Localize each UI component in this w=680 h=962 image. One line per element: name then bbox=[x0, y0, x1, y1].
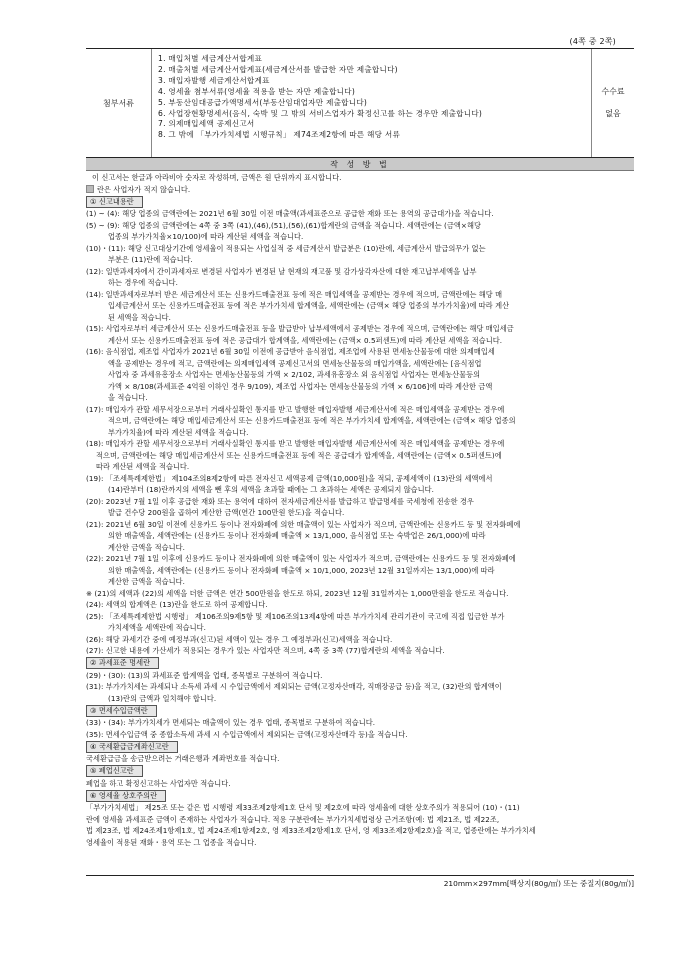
method-line: 의한 매출액을, 세액란에는 (신용카드 등이나 전자화폐 매출액 × 13/1,000, 음식점업 또는 숙박업은 26/1,000)에 따라 bbox=[108, 531, 486, 540]
method-line: 법 제23조, 법 제24조제1항제1호, 법 제24조제1항제2호, 영 제33조제2항제1호 단서, 영 제33조제2항제2호)을 적고, 업종란에는 부가가치세 bbox=[86, 826, 536, 835]
attachment-item: 3. 매입자발행 세금계산서합계표 bbox=[158, 75, 270, 85]
method-line: 액을 공제받는 경우에 적고, 금액란에는 의제매입세액 공제신고서의 면세농산물등의 매입가액을, 세액란에는 [음식점업 bbox=[108, 358, 482, 368]
method-line: 사업자 중 과세유흥장소 사업자는 면세농산물등의 가액 × 2/102, 과세유흥장소 외 음식점업 사업자는 면세농산물등의 bbox=[108, 370, 481, 379]
method-line: 폐업을 하고 확정신고하는 사업자만 적습니다. bbox=[86, 778, 231, 788]
section-label: ⑤ 폐업신고란 bbox=[86, 765, 143, 777]
attachments-header: 첨부서류 bbox=[86, 49, 152, 157]
shaded-box-icon bbox=[86, 185, 94, 193]
method-line: 계산서 또는 신용카드매출전표 등에 적은 공급대가 합계액을, 세액란에는 (금액× 0.5퍼센트)에 따라 계산된 세액을 적습니다. bbox=[108, 335, 503, 345]
fee-cell bbox=[592, 49, 634, 157]
method-line: 적으며, 금액란에는 해당 매입세금계산서 또는 신용카드매출전표 등에 적은 공급대가 합계액을, 세액란에는 (금액× 0.5퍼센트)에 bbox=[96, 450, 502, 460]
method-line: (14): 일반과세자로부터 받은 세금계산서 또는 신용카드매출전표 등에 적은 매입세액을 공제받는 경우에 적으며, 금액란에는 해당 매 bbox=[86, 289, 503, 299]
method-line: (12): 일반과세자에서 간이과세자로 변경된 사업자가 변경된 날 현재의 재고품 및 감가상각자산에 대한 재고납부세액을 납부 bbox=[86, 266, 477, 276]
method-line: 「부가가치세법」 제25조 또는 같은 법 시행령 제33조제2항제1호 단서 및 제2호에 따라 영세율에 대한 상호주의가 적용되어 (10)・(11) bbox=[86, 803, 520, 812]
fee-value: 없음 bbox=[605, 109, 621, 118]
attachment-item: 2. 매출처별 세금계산서합계표(세금계산서를 발급한 자만 제출합니다) bbox=[158, 64, 398, 74]
method-line: (17): 매입자가 관할 세무서장으로부터 거래사실확인 통지를 받고 발행한 매입자발행 세금계산서에 적은 매입세액을 공제받는 경우에 bbox=[86, 404, 505, 414]
method-line: (5) ~ (9): 해당 업종의 금액란에는 4쪽 중 3쪽 (41),(46),(51),(56),(61)합계란의 금액을 적습니다. 세액란에는 (금액×해당 bbox=[86, 220, 481, 230]
method-line: 하는 경우에 적습니다. bbox=[108, 278, 178, 287]
method-line: (16): 음식점업, 제조업 사업자가 2021년 6월 30일 이전에 공급받아 음식점업, 제조업에 사용된 면세농산물등에 대한 의제매입세 bbox=[86, 347, 495, 356]
method-line: (13)란의 금액과 일치해야 합니다. bbox=[108, 693, 217, 703]
method-line: 부가가치율)에 따라 계산된 세액을 적습니다. bbox=[108, 427, 249, 437]
fee-label: 수수료 bbox=[601, 87, 625, 96]
method-line: 이 신고서는 한글과 아라비아 숫자로 작성하며, 금액은 원 단위까지 표시합니다. bbox=[92, 173, 342, 182]
method-line: (1) ~ (4): 해당 업종의 금액란에는 2021년 6월 30일 이전 매출액(과세표준으로 공급한 재화 또는 용역의 공급대가)을 적습니다. bbox=[86, 209, 494, 218]
method-line bbox=[86, 184, 634, 196]
method-text: 란은 사업자가 적지 않습니다. bbox=[97, 184, 191, 194]
method-line: 가액 × 8/108(과세표준 4억원 이하인 경우 9/109), 제조업 사업자는 면세농산물등의 가액 × 6/106]에 따라 계산한 금액 bbox=[108, 381, 493, 391]
method-line: 영세율이 적용된 재화・용역 또는 그 업종을 적습니다. bbox=[86, 837, 257, 847]
method-line: 따라 계산된 세액을 적습니다. bbox=[96, 462, 190, 471]
attachments-table bbox=[86, 48, 634, 158]
method-line: (27): 신고한 내용에 가산세가 적용되는 경우가 있는 사업자만 적으며, 4쪽 중 3쪽 (77)합계란의 세액을 적습니다. bbox=[86, 646, 445, 655]
method-line: (15): 사업자로부터 세금계산서 또는 신용카드매출전표 등을 발급받아 납부세액에서 공제받는 경우에 적으며, 금액란에는 해당 매입세금 bbox=[86, 324, 514, 333]
method-line: 업종의 부가가치율×10/100)에 따라 계산된 세액을 적습니다. bbox=[108, 232, 304, 241]
method-line: 적으며, 금액란에는 해당 매입세금계산서 또는 신용카드매출전표 등에 적은 부가가치세 합계액을, 세액란에는 (금액× 해당 업종의 bbox=[108, 416, 516, 425]
page-number: (4쪽 중 2쪽) bbox=[569, 37, 616, 46]
section-heading bbox=[86, 195, 634, 208]
section-heading bbox=[86, 657, 634, 670]
method-line: 된 세액을 적습니다. bbox=[108, 312, 171, 322]
method-line: (26): 해당 과세기간 중에 예정부과(신고)된 세액이 있는 경우 그 예정부과(신고)세액을 적습니다. bbox=[86, 634, 393, 644]
attachment-item: 1. 매입처별 세금계산서합계표 bbox=[158, 54, 263, 63]
method-line: (25): 「조세특례제한법 시행령」 제106조의9제5항 및 제106조의13제4항에 따른 부가가치세 관리기관이 국고에 직접 입금한 부가 bbox=[86, 611, 505, 621]
footer bbox=[86, 875, 634, 889]
section-heading bbox=[86, 765, 634, 778]
method-line: 입세금계산서 또는 신용카드매출전표 등에 적은 부가가치세 합계액을, 세액란에는 (금액× 해당 업종의 부가가치율)에 따라 계산 bbox=[108, 301, 510, 310]
method-line: 계산한 금액을 적습니다. bbox=[108, 577, 185, 586]
method-line: 을 적습니다. bbox=[108, 393, 148, 402]
method-line: (21): 2021년 6월 30일 이전에 신용카드 등이나 전자화폐에 의한 매출액이 있는 사업자가 적으며, 금액란에는 신용카드 등 및 전자화폐에 bbox=[86, 519, 521, 529]
section-heading bbox=[86, 789, 634, 802]
section-label: ④ 국세환급금계좌신고란 bbox=[86, 741, 178, 753]
method-line: (10)・(11): 해당 신고대상기간에 영세율이 적용되는 사업실적 중 세금계산서 발급분은 (10)란에, 세금계산서 발급의무가 없는 bbox=[86, 243, 486, 253]
attachment-item: 6. 사업장현황명세서(음식, 숙박 및 그 밖의 서비스업자가 확정신고를 하는 경우만 제출합니다) bbox=[158, 108, 483, 118]
attachment-item: 7. 의제매입세액 공제신고서 bbox=[158, 119, 255, 129]
section-label: ③ 면세수입금액란 bbox=[86, 705, 157, 717]
method-line: (31): 부가가치세는 과세되나 소득세 과세 시 수입금액에서 제외되는 금액(고정자산매각, 직매장공급 등)을 적고, (32)란의 합계액이 bbox=[86, 682, 502, 691]
method-line: 의한 매출액을, 세액란에는 (신용카드 등이나 전자화폐 매출액 × 10/1,000, 2023년 12월 31일까지는 13/1,000)에 따라 bbox=[108, 565, 495, 575]
method-line: 국세환급금을 송금받으려는 거래은행과 계좌번호를 적습니다. bbox=[86, 754, 280, 763]
method-line: (33)・(34): 부가가치세가 면세되는 매출액이 있는 경우 업태, 종목별로 구분하여 적습니다. bbox=[86, 718, 376, 727]
attachment-item: 4. 영세율 첨부서류(영세율 적용을 받는 자만 제출합니다) bbox=[158, 86, 356, 96]
method-line: (35): 면세수입금액 중 종합소득세 과세 시 수입금액에서 제외되는 금액(고정자산매각 등)을 적습니다. bbox=[86, 729, 408, 739]
method-line: 란에 영세율 과세표준 금액이 존재하는 사업자가 적습니다. 적용 구분란에는 부가가치세법령상 근거조항(예: 법 제21조, 법 제22조, bbox=[86, 814, 500, 824]
method-line: 가치세액을 세액란에 적습니다. bbox=[108, 623, 206, 632]
paper-spec: 210mm×297mm[백상지(80g/㎡) 또는 중질지(80g/㎡)] bbox=[443, 879, 634, 888]
attachment-item: 5. 부동산임대공급가액명세서(부동산임대업자만 제출합니다) bbox=[158, 97, 368, 107]
method-line: (22): 2021년 7월 1일 이후에 신용카드 등이나 전자화폐에 의한 매출액이 있는 사업자가 적으며, 금액란에는 신용카드 등 및 전자화폐에 bbox=[86, 554, 516, 563]
method-line: 발급 건수당 200원을 곱하여 계산한 금액(연간 100만원 한도)을 적습니다. bbox=[108, 508, 345, 517]
method-line: 계산한 금액을 적습니다. bbox=[108, 542, 185, 552]
section-label: ⑥ 영세율 상호주의란 bbox=[86, 790, 166, 802]
method-content bbox=[86, 172, 634, 848]
method-line: (20): 2023년 7월 1일 이후 공급한 재화 또는 용역에 대하여 전자세금계산서를 발급하고 발급명세를 국세청에 전송한 경우 bbox=[86, 496, 474, 506]
method-line: (14)란부터 (18)란까지의 세액을 뺀 후의 세액을 초과할 때에는 그 초과하는 세액은 공제되지 않습니다. bbox=[108, 485, 435, 494]
method-line: (24): 세액의 합계액은 (13)란을 한도로 하여 공제합니다. bbox=[86, 600, 268, 609]
method-title: 작 성 방 법 bbox=[86, 158, 634, 171]
attachments-list bbox=[152, 49, 592, 157]
method-line: (29)・(30): (13)의 과세표준 합계액을 업태, 종목별로 구분하여 적습니다. bbox=[86, 670, 323, 680]
method-line: 부분은 (11)란에 적습니다. bbox=[108, 255, 193, 264]
section-label: ① 신고내용란 bbox=[86, 196, 143, 208]
section-heading bbox=[86, 704, 634, 717]
method-line: ※ (21)의 세액과 (22)의 세액을 더한 금액은 연간 500만원을 한도로 하되, 2023년 12월 31일까지는 1,000만원을 한도로 적습니다. bbox=[86, 588, 509, 598]
method-line: (18): 매입자가 관할 세무서장으로부터 거래사실확인 통지를 받고 발행한 매입자발행 세금계산서에 적은 매입세액을 공제받는 경우에 bbox=[86, 439, 505, 448]
section-heading bbox=[86, 740, 634, 753]
attachment-item: 8. 그 밖에 「부가가치세법 시행규칙」 제74조제2항에 따른 해당 서류 bbox=[158, 130, 401, 140]
method-line: (19): 「조세특례제한법」 제104조의8제2항에 따른 전자신고 세액공제 금액(10,000원)을 적되, 공제세액이 (13)란의 세액에서 bbox=[86, 473, 493, 483]
section-label: ② 과세표준 명세란 bbox=[86, 657, 159, 669]
